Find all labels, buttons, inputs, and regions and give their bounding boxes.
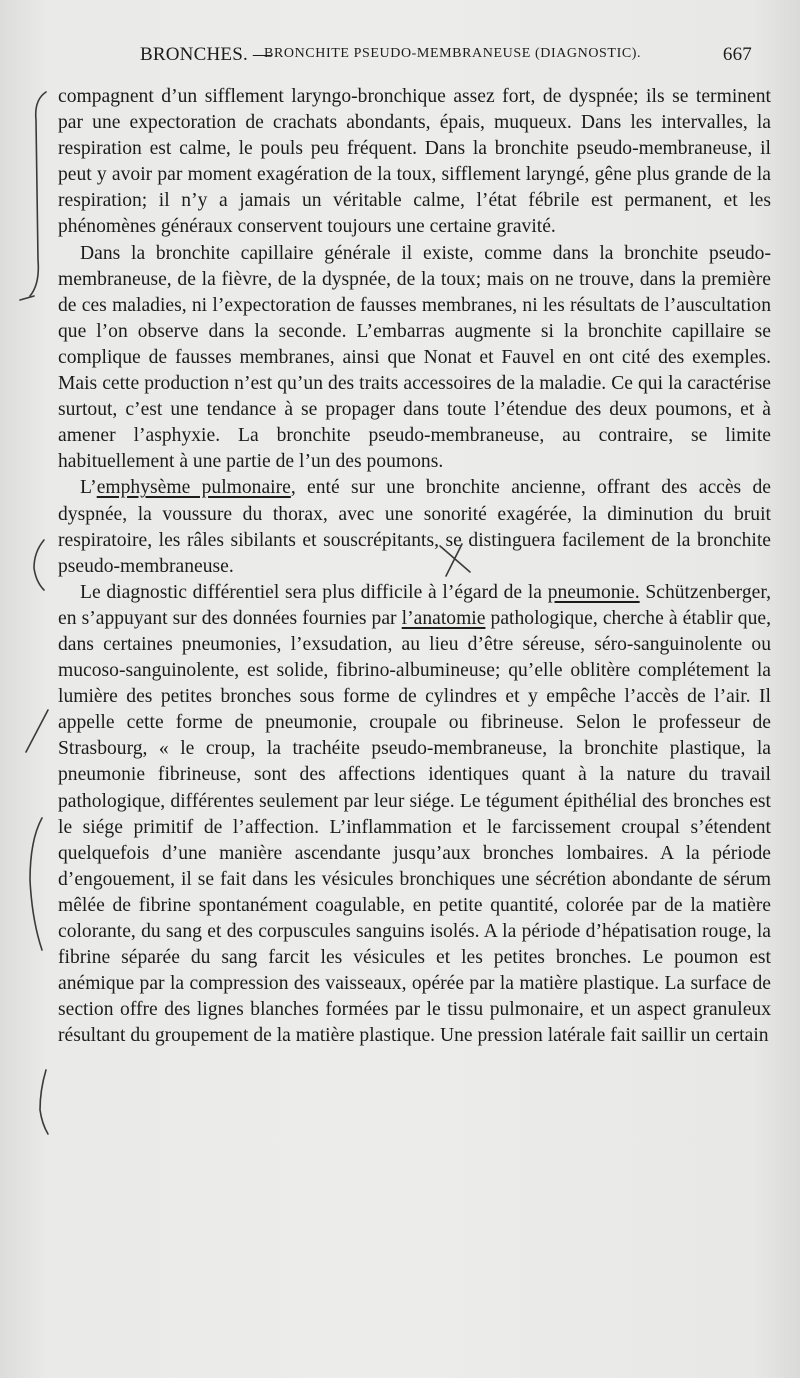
- margin-bracket-3: [30, 818, 42, 950]
- paragraph-3-start: L’: [80, 477, 97, 499]
- margin-bracket-4: [40, 1070, 48, 1134]
- paragraph-1: compagnent d’un sifflement laryngo-bronchique assez fort, de dyspnée; ils se terminent par une expectoration de crachats abondants, épais, muqueux. Dans les intervalles, la respiration est calme, le pouls peu fréquent. Dans la bronchite pseudo-membraneuse, il peut y avoir par moment exagération de la toux, sifflement laryngé, gêne plus grande de la respiration; il n’y a jamais un véritable calme, l’état fébrile est permanent, et les phénomènes généraux conservent toujours une certaine gravité.: [58, 86, 771, 238]
- running-title: BRONCHES. —: [140, 44, 273, 65]
- paragraph-2: Dans la bronchite capillaire générale il existe, comme dans la bronchite pseudo-membraneuse, de la fièvre, de la dyspnée, de la toux; mais on ne trouve, dans la première de ces maladies, ni l’expectoration de fausses membranes, ni les résultats de l’auscultation que l’on observe dans la seconde. L’embarras augmente si la bronchite capillaire se complique de fausses membranes, ainsi que Nonat et Fauvel en ont cité des exemples. Mais cette production n’est qu’un des traits accessoires de la maladie. Ce qui la caractérise surtout, c’est une tendance à se propager dans toute l’étendue des deux poumons, et à amener l’asphyxie. La bronchite pseudo-membraneuse, au contraire, se limite habituellement à une partie de l’un des poumons.: [58, 242, 771, 473]
- section-title: BRONCHITE PSEUDO-MEMBRANEUSE (DIAGNOSTIC).: [264, 46, 642, 61]
- paragraph-4-mid: Schützenberger, en s’appuyant sur des données fournies par: [58, 581, 771, 629]
- paragraph-3-rest: , enté sur une bronchite ancienne, offrant des accès de dyspnée, la voussure du thorax, avec une sonorité exagérée, la diminution du bruit respiratoire, les râles sibilants et souscrépitants, se distinguera facilement de la bronchite pseudo-membraneuse.: [58, 477, 771, 577]
- margin-bracket-2: [34, 540, 44, 590]
- paragraph-4-rest: pathologique, cherche à établir que, dans certaines pneumonies, l’exsudation, au lieu d’être séreuse, séro-sanguinolente ou mucoso-sanguinolente, est solide, fibrino-albumineuse; qu’elle oblitère complétement la lumière des petites bronches sous forme de cylindres et y empêche l’accès de l’air. Il appelle cette forme de pneumonie, croupale ou fibrineuse. Selon le professeur de Strasbourg, « le croup, la trachéite pseudo-membraneuse, la bronchite plastique, la pneumonie fibrineuse, sont des affections identiques quant à la nature du travail pathologique, différentes seulement par leur siége. Le tégument épithélial des bronches est le siége primitif de l’affection. L’inflammation et le farcissement croupal s’étendent quelquefois d’une manière ascendante jusqu’aux bronches lombaires. A la période d’engouement, il se fait dans les vésicules bronchiques une sécrétion abondante de sérum mêlée de fibrine spontanément coagulable, en petite quantité, colorée par de la matière colorante, du sang et des corpuscules sanguins isolés. A la période d’hépatisation rouge, la fibrine séparée du sang farcit les vésicules et les petites bronches. Le poumon est anémique par la compression des vaisseaux, opérée par la matière plastique. La surface de section offre des lignes blanches formées par le tissu pulmonaire, et un aspect granuleux résultant du groupement de la matière plastique. Une pression latérale fait saillir un certain: [58, 607, 771, 1047]
- margin-bracket-1: [30, 92, 46, 296]
- page-number: 667: [722, 44, 752, 65]
- margin-tick-1: [20, 296, 34, 300]
- paragraph-4: [58, 580, 771, 1050]
- margin-slash-1: [26, 710, 48, 752]
- paragraph-4-start: Le diagnostic différentiel sera plus difficile à l’égard de la: [80, 581, 548, 603]
- running-header: [140, 44, 752, 74]
- underlined-pneumonie: pneumonie.: [547, 581, 640, 603]
- underlined-emphyseme: emphysème pulmonaire: [96, 477, 291, 499]
- underlined-anatomie: l’anatomie: [401, 607, 486, 629]
- paragraph-3: [58, 475, 771, 579]
- body-text: [58, 84, 771, 1049]
